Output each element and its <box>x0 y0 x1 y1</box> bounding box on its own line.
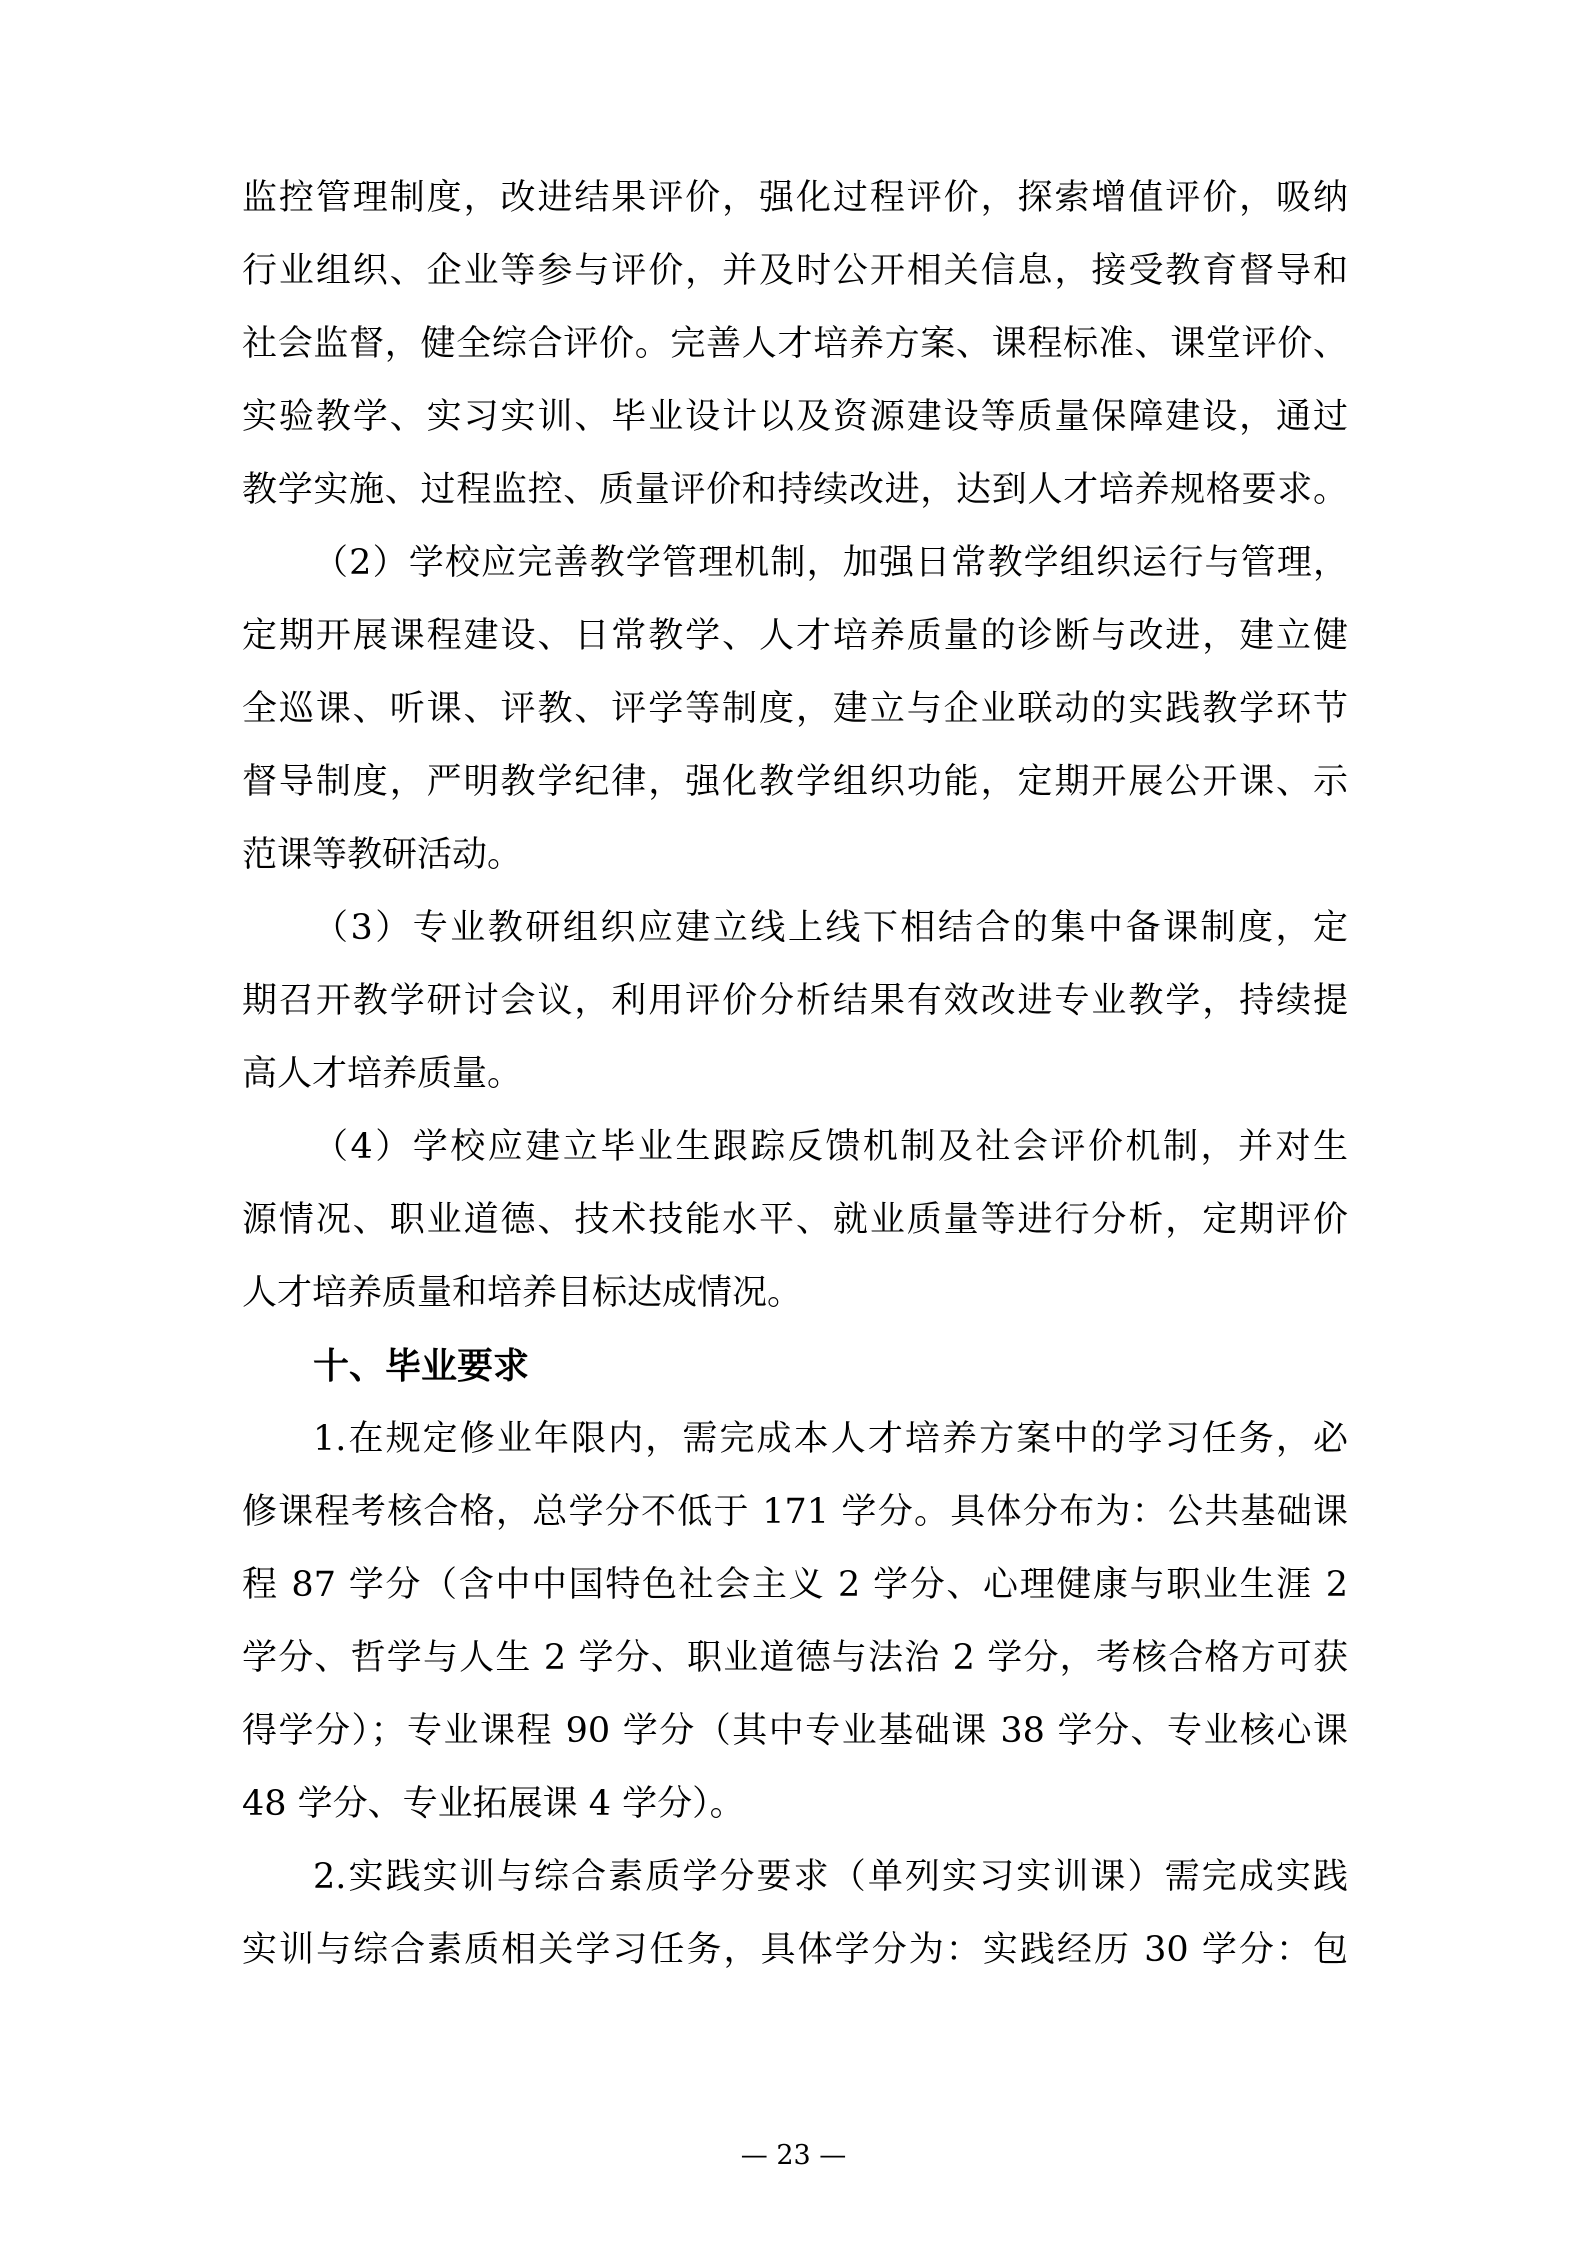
text-line: 实验教学、实习实训、毕业设计以及资源建设等质量保障建设，通过 <box>242 397 1348 437</box>
section-heading: 十、毕业要求 <box>313 1346 530 1387</box>
text-line: 社会监督，健全综合评价。完善人才培养方案、课程标准、课堂评价、 <box>242 324 1348 364</box>
text-line: 监控管理制度，改进结果评价，强化过程评价，探索增值评价，吸纳 <box>242 178 1348 218</box>
document-body <box>242 162 1348 1987</box>
text-line: 1.在规定修业年限内，需完成本人才培养方案中的学习任务，必 <box>313 1419 1348 1459</box>
text-line: 得学分）；专业课程 90 学分（其中专业基础课 38 学分、专业核心课 <box>242 1711 1348 1751</box>
text-line: 范课等教研活动。 <box>242 835 523 875</box>
text-line: 人才培养质量和培养目标达成情况。 <box>242 1273 803 1313</box>
text-line: 定期开展课程建设、日常教学、人才培养质量的诊断与改进，建立健 <box>242 616 1348 656</box>
text-line: 48 学分、专业拓展课 4 学分）。 <box>242 1784 745 1824</box>
text-line: 督导制度，严明教学纪律，强化教学组织功能，定期开展公开课、示 <box>242 762 1348 802</box>
text-line: 行业组织、企业等参与评价，并及时公开相关信息，接受教育督导和 <box>242 251 1348 291</box>
text-line: 2.实践实训与综合素质学分要求（单列实习实训课）需完成实践 <box>313 1857 1348 1897</box>
page-number: — 23 — <box>740 2140 847 2171</box>
text-line: （4）学校应建立毕业生跟踪反馈机制及社会评价机制，并对生 <box>313 1127 1348 1167</box>
text-line: 全巡课、听课、评教、评学等制度，建立与企业联动的实践教学环节 <box>242 689 1348 729</box>
text-line: （3）专业教研组织应建立线上线下相结合的集中备课制度，定 <box>313 908 1348 948</box>
page-footer <box>0 2136 1587 2176</box>
text-line: 学分、哲学与人生 2 学分、职业道德与法治 2 学分，考核合格方可获 <box>242 1638 1348 1678</box>
text-line: 期召开教学研讨会议，利用评价分析结果有效改进专业教学，持续提 <box>242 981 1348 1021</box>
text-line: 源情况、职业道德、技术技能水平、就业质量等进行分析，定期评价 <box>242 1200 1348 1240</box>
text-line: （2）学校应完善教学管理机制，加强日常教学组织运行与管理， <box>313 543 1348 583</box>
text-line: 教学实施、过程监控、质量评价和持续改进，达到人才培养规格要求。 <box>242 470 1348 510</box>
text-line: 高人才培养质量。 <box>242 1054 523 1094</box>
text-line: 修课程考核合格，总学分不低于 171 学分。具体分布为：公共基础课 <box>242 1492 1348 1532</box>
text-line: 程 87 学分（含中中国特色社会主义 2 学分、心理健康与职业生涯 2 <box>242 1565 1348 1605</box>
text-line: 实训与综合素质相关学习任务，具体学分为：实践经历 30 学分：包 <box>242 1930 1348 1970</box>
